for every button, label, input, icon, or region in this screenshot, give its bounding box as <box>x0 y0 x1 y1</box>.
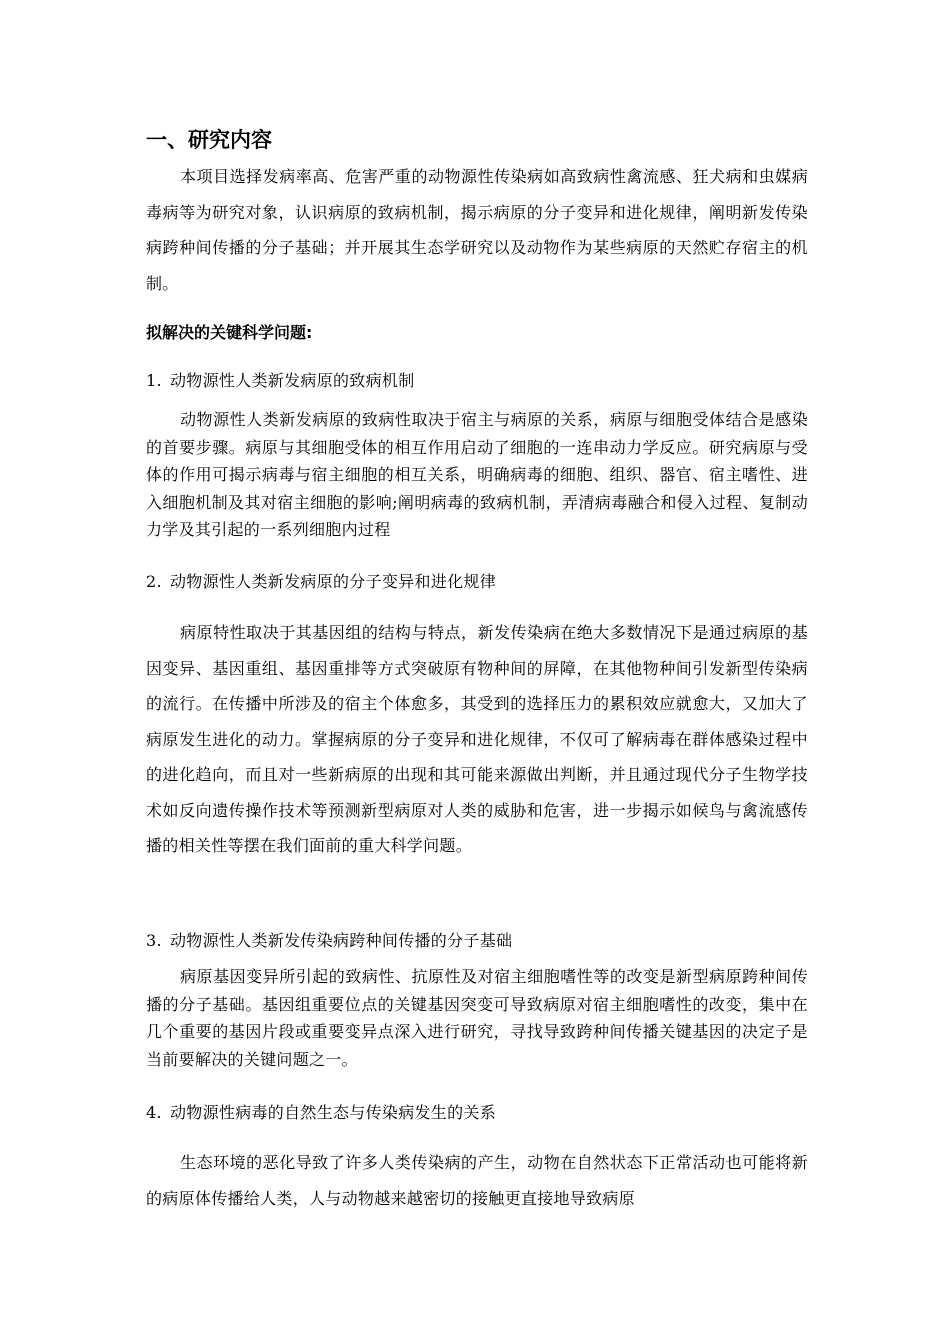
problem-4-body: 生态环境的恶化导致了许多人类传染病的产生，动物在自然状态下正常活动也可能将新的病原体传播给人类，人与动物越来越密切的接触更直接地导致病原 <box>146 1153 808 1208</box>
problem-3-body: 病原基因变异所引起的致病性、抗原性及对宿主细胞嗜性等的改变是新型病原跨种间传播的分子基础。基因组重要位点的关键基因突变可导致病原对宿主细胞嗜性的改变，集中在几个重要的基因片段或重要变异点深入进行研究，寻找导致跨种间传播关键基因的决定子是当前要解决的关键问题之一。 <box>146 967 808 1069</box>
problem-4-title <box>146 1100 496 1123</box>
problem-2-title-text: 动物源性人类新发病原的分子变异和进化规律 <box>170 572 497 591</box>
problem-1-body: 动物源性人类新发病原的致病性取决于宿主与病原的关系，病原与细胞受体结合是感染的首要步骤。病原与其细胞受体的相互作用启动了细胞的一连串动力学反应。研究病原与受体的作用可揭示病毒与宿主细胞的相互关系，明确病毒的细胞、组织、器官、宿主嗜性、进入细胞机制及其对宿主细胞的影响;阐明病毒的致病机制，弄清病毒融合和侵入过程、复制动力学及其引起的一系列细胞内过程 <box>146 410 808 539</box>
problem-3-number: 3. <box>146 931 162 950</box>
problem-2-title <box>146 569 496 592</box>
problem-2-body: 病原特性取决于其基因组的结构与特点，新发传染病在绝大多数情况下是通过病原的基因变异、基因重组、基因重排等方式突破原有物种间的屏障，在其他物种间引发新型传染病的流行。在传播中所涉及的宿主个体愈多，其受到的选择压力的累积效应就愈大，又加大了病原发生进化的动力。掌握病原的分子变异和进化规律，不仅可了解病毒在群体感染过程中的进化趋向，而且对一些新病原的出现和其可能来源做出判断，并且通过现代分子生物学技术如反向遗传操作技术等预测新型病原对人类的威胁和危害，进一步揭示如候鸟与禽流感传播的相关性等摆在我们面前的重大科学问题。 <box>146 623 808 855</box>
key-problems-heading: 拟解决的关键科学问题: <box>146 323 313 342</box>
problem-4-title-text: 动物源性病毒的自然生态与传染病发生的关系 <box>170 1103 497 1122</box>
problem-4-number: 4. <box>146 1103 162 1122</box>
problem-1-title <box>146 368 415 391</box>
problem-1-title-text: 动物源性人类新发病原的致病机制 <box>170 371 415 390</box>
problem-3-title <box>146 928 512 951</box>
problem-1-number: 1. <box>146 371 162 390</box>
section-heading: 一、研究内容 <box>146 128 272 152</box>
problem-3-title-text: 动物源性人类新发传染病跨种间传播的分子基础 <box>170 931 513 950</box>
intro-paragraph: 本项目选择发病率高、危害严重的动物源性传染病如高致病性禽流感、狂犬病和虫媒病毒病等为研究对象，认识病原的致病机制，揭示病原的分子变异和进化规律，阐明新发传染病跨种间传播的分子基础；并开展其生态学研究以及动物作为某些病原的天然贮存宿主的机制。 <box>146 167 808 293</box>
problem-2-number: 2. <box>146 572 162 591</box>
